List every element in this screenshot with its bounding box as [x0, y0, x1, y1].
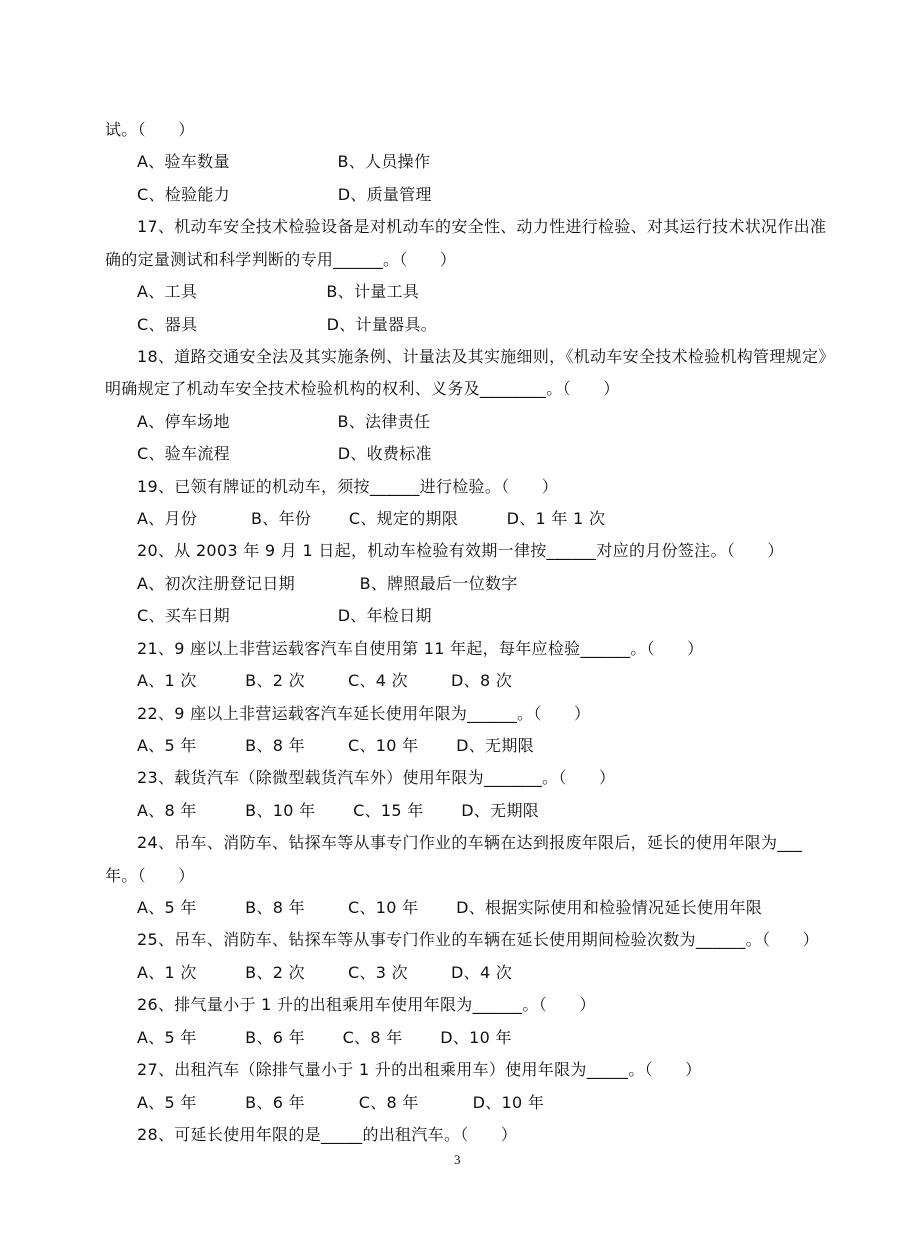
- question-line: 年。（ ）: [105, 866, 195, 885]
- option-line: A、5 年 B、6 年 C、8 年 D、10 年: [137, 1028, 512, 1047]
- page-number: 3: [454, 1152, 461, 1167]
- option-line: C、检验能力 D、质量管理: [137, 185, 432, 204]
- question-line: 22、9 座以上非营运载客汽车延长使用年限为______。（ ）: [137, 704, 591, 723]
- option-line: A、5 年 B、8 年 C、10 年 D、无期限: [137, 736, 534, 755]
- question-line: 21、9 座以上非营运载客汽车自使用第 11 年起，每年应检验______。（ ）: [137, 639, 704, 658]
- option-line: C、验车流程 D、收费标准: [137, 444, 432, 463]
- option-line: A、初次注册登记日期 B、牌照最后一位数字: [137, 574, 518, 593]
- question-line: 27、出租汽车（除排气量小于 1 升的出租乘用车）使用年限为_____。（ ）: [137, 1060, 702, 1079]
- option-line: C、器具 D、计量器具。: [137, 315, 438, 334]
- question-line: 18、道路交通安全法及其实施条例、计量法及其实施细则，《机动车安全技术检验机构管理规定》: [137, 347, 835, 366]
- option-line: A、停车场地 B、法律责任: [137, 412, 431, 431]
- question-line: 24、吊车、消防车、钻探车等从事专门作业的车辆在达到报废年限后，延长的使用年限为___: [137, 833, 803, 852]
- option-line: A、验车数量 B、人员操作: [137, 152, 431, 171]
- question-line: 19、已领有牌证的机动车，须按______进行检验。（ ）: [137, 477, 559, 496]
- question-line: 28、可延长使用年限的是_____的出租汽车。（ ）: [137, 1125, 518, 1144]
- option-line: A、5 年 B、8 年 C、10 年 D、根据实际使用和检验情况延长使用年限: [137, 898, 763, 917]
- option-line: A、月份 B、年份 C、规定的期限 D、1 年 1 次: [137, 509, 606, 528]
- question-line: 明确规定了机动车安全技术检验机构的权利、义务及________。（ ）: [105, 379, 620, 398]
- question-line: 20、从 2003 年 9 月 1 日起，机动车检验有效期一律按______对应的月份签注。（ ）: [137, 541, 784, 560]
- question-line: 26、排气量小于 1 升的出租乘用车使用年限为______。（ ）: [137, 995, 596, 1014]
- text-line: 试。（ ）: [105, 120, 195, 139]
- question-line: 23、载货汽车（除微型载货汽车外）使用年限为_______。（ ）: [137, 768, 616, 787]
- question-line: 17、机动车安全技术检验设备是对机动车的安全性、动力性进行检验、对其运行技术状况作出准: [137, 217, 827, 236]
- question-line: 确的定量测试和科学判断的专用______。（ ）: [105, 250, 457, 269]
- option-line: A、工具 B、计量工具: [137, 282, 420, 301]
- option-line: A、8 年 B、10 年 C、15 年 D、无期限: [137, 801, 540, 820]
- question-line: 25、吊车、消防车、钻探车等从事专门作业的车辆在延长使用期间检验次数为______。（ ）: [137, 930, 819, 949]
- option-line: A、5 年 B、6 年 C、8 年 D、10 年: [137, 1093, 545, 1112]
- option-line: A、1 次 B、2 次 C、3 次 D、4 次: [137, 963, 513, 982]
- option-line: A、1 次 B、2 次 C、4 次 D、8 次: [137, 671, 513, 690]
- option-line: C、买车日期 D、年检日期: [137, 606, 432, 625]
